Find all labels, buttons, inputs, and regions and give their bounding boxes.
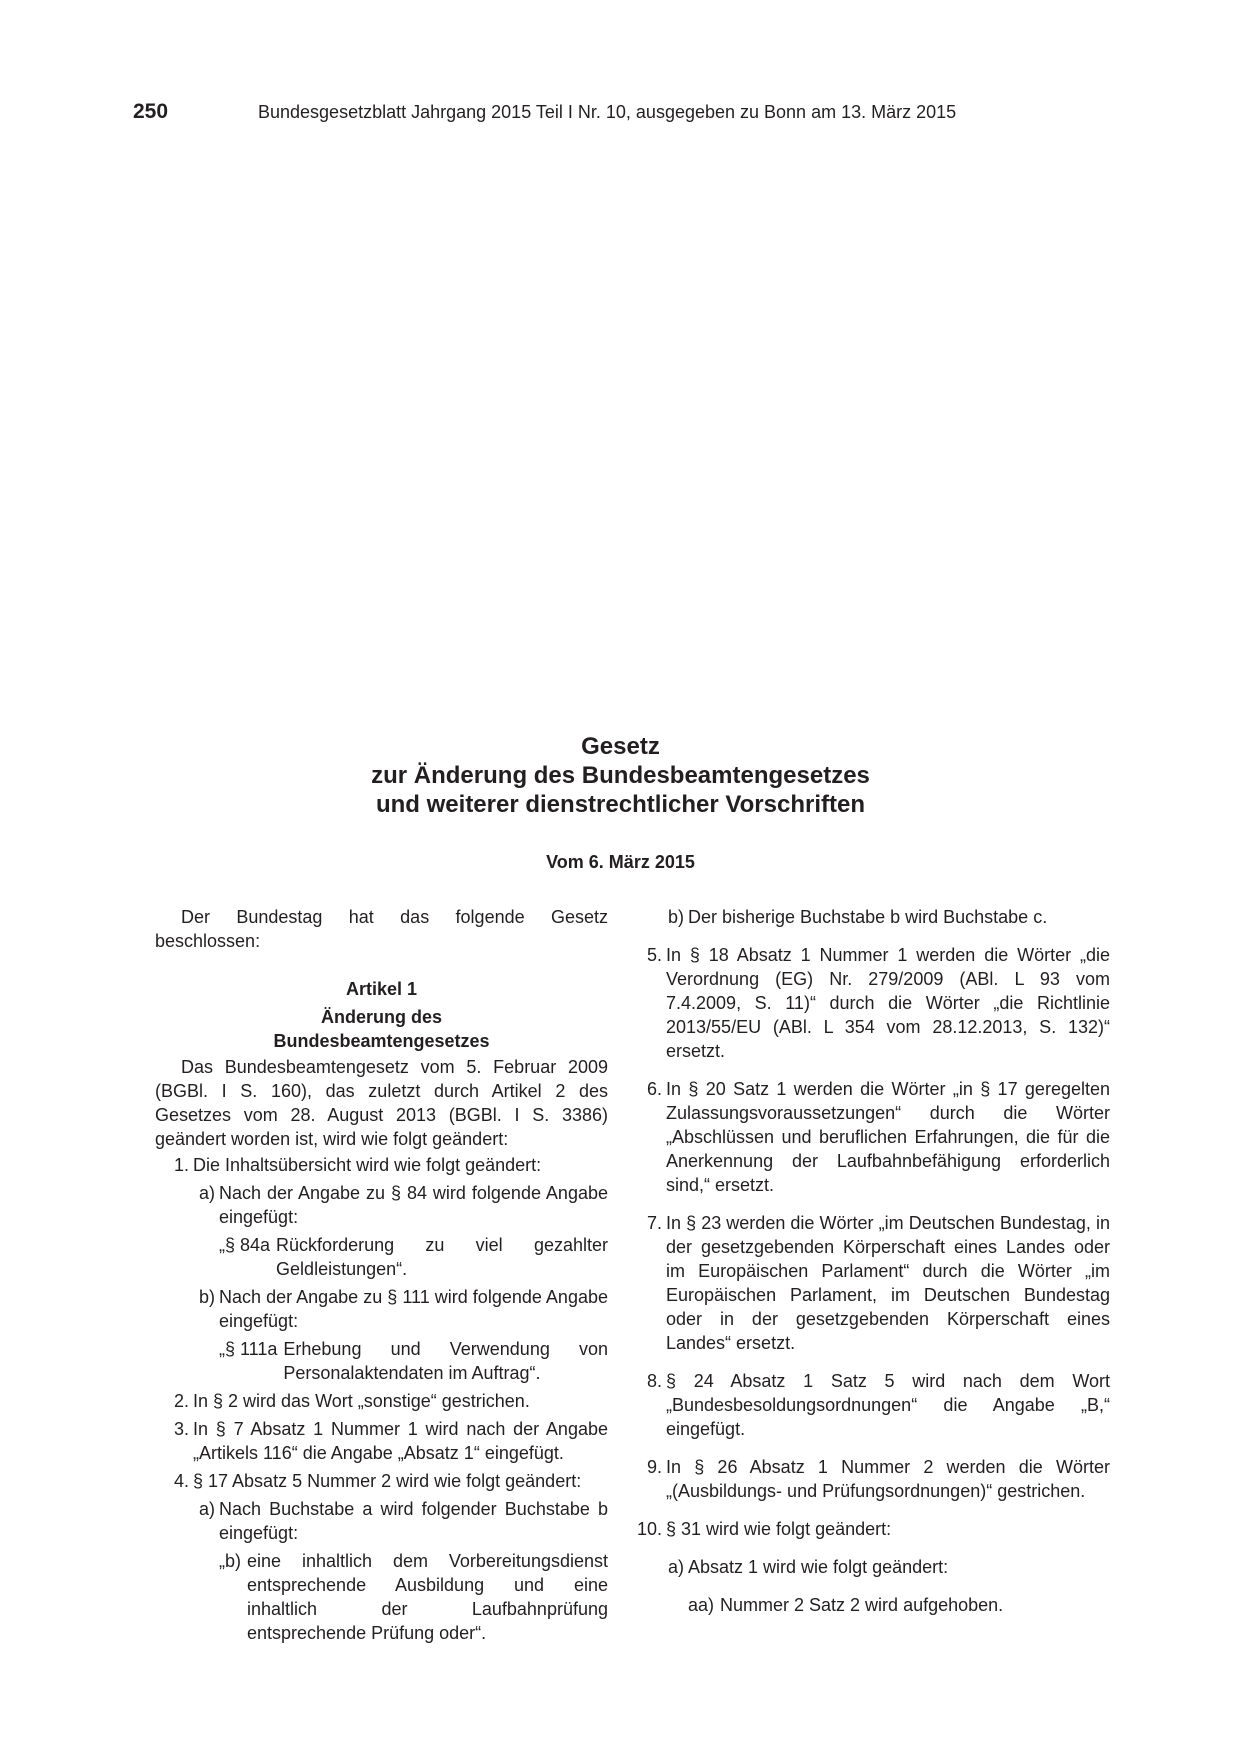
sub-item <box>155 1181 608 1229</box>
item-number: 10. <box>636 1519 662 1539</box>
law-title-line-3: und weiterer dienstrechtlicher Vorschriften <box>375 791 865 818</box>
item-text: § 31 wird wie folgt geändert: <box>666 1519 892 1539</box>
item-text: In § 2 wird das Wort „sonstige“ gestrichen. <box>193 1391 530 1411</box>
list-item <box>632 1517 1110 1541</box>
item-number: 1. <box>173 1155 189 1175</box>
item-number: 3. <box>173 1419 189 1439</box>
sub-sub-item <box>632 1593 1110 1617</box>
item-text: In § 20 Satz 1 werden die Wörter „in § 17 geregelten Zulassungsvoraussetzungen“ durch die Wörter „Abschlüssen und beruflichen Erfahrungen, die für die Anerkennung der Laufbahnbefähigung erforderlich sind,“ ersetzt. <box>666 1079 1110 1195</box>
sub-item-text: Absatz 1 wird wie folgt geändert: <box>688 1557 949 1577</box>
item-text: In § 7 Absatz 1 Nummer 1 wird nach der Angabe „Artikels 116“ die Angabe „Absatz 1“ eingefügt. <box>193 1419 608 1463</box>
list-item <box>632 1211 1110 1355</box>
item-text: In § 23 werden die Wörter „im Deutschen Bundestag, in der gesetzgebenden Körperschaft eines Landes oder im Europäischen Parlament“ durch die Wörter „im Europäischen Parlament, im Deutschen Bundestag oder in der gesetzgebenden Körperschaft eines Landes“ ersetzt. <box>666 1213 1110 1353</box>
list-item <box>632 1077 1110 1197</box>
item-text: § 17 Absatz 5 Nummer 2 wird wie folgt geändert: <box>193 1471 582 1491</box>
list-item <box>155 1389 608 1413</box>
sub-item-text: Nach der Angabe zu § 111 wird folgende Angabe eingefügt: <box>219 1287 608 1331</box>
sub-item <box>632 1555 1110 1579</box>
item-text: In § 18 Absatz 1 Nummer 1 werden die Wörter „die Verordnung (EG) Nr. 279/2009 (ABl. L 93 vom 7.4.2009, S. 11)“ durch die Wörter „die Richtlinie 2013/55/EU (ABl. L 354 vom 28.12.2013, S. 132)“ ersetzt. <box>666 945 1110 1061</box>
item-text: In § 26 Absatz 1 Nummer 2 werden die Wörter „(Ausbildungs- und Prüfungsordnungen)“ gestrichen. <box>666 1457 1110 1501</box>
item-number: 5. <box>646 945 662 965</box>
quoted-text: Rückforderung zu viel gezahlter Geldleistungen“. <box>276 1235 608 1279</box>
sub-item <box>632 905 1110 929</box>
quoted-entry <box>155 1337 608 1385</box>
sub-sub-item-text: Nummer 2 Satz 2 wird aufgehoben. <box>720 1595 1004 1615</box>
item-text: § 24 Absatz 1 Satz 5 wird nach dem Wort „Bundesbesoldungsordnungen“ die Angabe „B,“ eingefügt. <box>666 1371 1110 1439</box>
sub-item <box>155 1497 608 1545</box>
list-item <box>632 943 1110 1063</box>
sub-item-text: Nach Buchstabe a wird folgender Buchstabe b eingefügt: <box>219 1499 608 1543</box>
quoted-text: Erhebung und Verwendung von Personalaktendaten im Auftrag“. <box>283 1339 608 1383</box>
sub-item-letter: a) <box>667 1557 684 1577</box>
sub-item <box>155 1285 608 1333</box>
list-item <box>155 1153 608 1177</box>
article-label: Artikel 1 <box>345 979 418 999</box>
item-number: 8. <box>646 1371 662 1391</box>
sub-item-text: Der bisherige Buchstabe b wird Buchstabe c. <box>688 907 1048 927</box>
article-intro: Das Bundesbeamtengesetz vom 5. Februar 2009 (BGBl. I S. 160), das zuletzt durch Artikel 2 des Gesetzes vom 28. August 2013 (BGBl. I S. 3386) geändert worden ist, wird wie folgt geändert: <box>155 1057 608 1149</box>
list-item <box>155 1417 608 1465</box>
right-column <box>632 905 1110 1617</box>
item-number: 9. <box>646 1457 662 1477</box>
left-column <box>155 905 608 1645</box>
law-title-block <box>0 732 1241 873</box>
law-title-line-1: Gesetz <box>581 733 660 760</box>
quoted-letter: „b) <box>219 1551 241 1571</box>
item-number: 7. <box>646 1213 662 1233</box>
item-number: 2. <box>173 1391 189 1411</box>
article-title-line-2: Bundesbeamtengesetzes <box>273 1031 490 1051</box>
quoted-section: „§ 84a <box>219 1235 271 1255</box>
quoted-text: eine inhaltlich dem Vorbereitungsdienst entsprechende Ausbildung und eine inhaltlich der Laufbahnprüfung entsprechende Prüfung oder“. <box>247 1551 608 1643</box>
item-number: 6. <box>646 1079 662 1099</box>
enactment-clause: Der Bundestag hat das folgende Gesetz beschlossen: <box>155 907 608 951</box>
page-number: 250 <box>133 100 169 123</box>
list-item <box>632 1369 1110 1441</box>
sub-item-letter: a) <box>198 1499 215 1519</box>
law-title-line-2: zur Änderung des Bundesbeamtengesetzes <box>371 762 870 789</box>
list-item <box>155 1469 608 1493</box>
sub-item-letter: b) <box>667 907 684 927</box>
item-number: 4. <box>173 1471 189 1491</box>
quoted-entry <box>155 1549 608 1645</box>
quoted-section: „§ 111a <box>219 1339 278 1359</box>
sub-item-letter: b) <box>198 1287 215 1307</box>
quoted-entry <box>155 1233 608 1281</box>
item-text: Die Inhaltsübersicht wird wie folgt geändert: <box>193 1155 542 1175</box>
running-header: Bundesgesetzblatt Jahrgang 2015 Teil I Nr. 10, ausgegeben zu Bonn am 13. März 2015 <box>258 102 957 122</box>
article-title-line-1: Änderung des <box>320 1007 442 1027</box>
list-item <box>632 1455 1110 1503</box>
sub-item-letter: a) <box>198 1183 215 1203</box>
sub-sub-item-letter: aa) <box>688 1595 715 1615</box>
sub-item-text: Nach der Angabe zu § 84 wird folgende Angabe eingefügt: <box>219 1183 608 1227</box>
law-date: Vom 6. März 2015 <box>546 852 695 872</box>
